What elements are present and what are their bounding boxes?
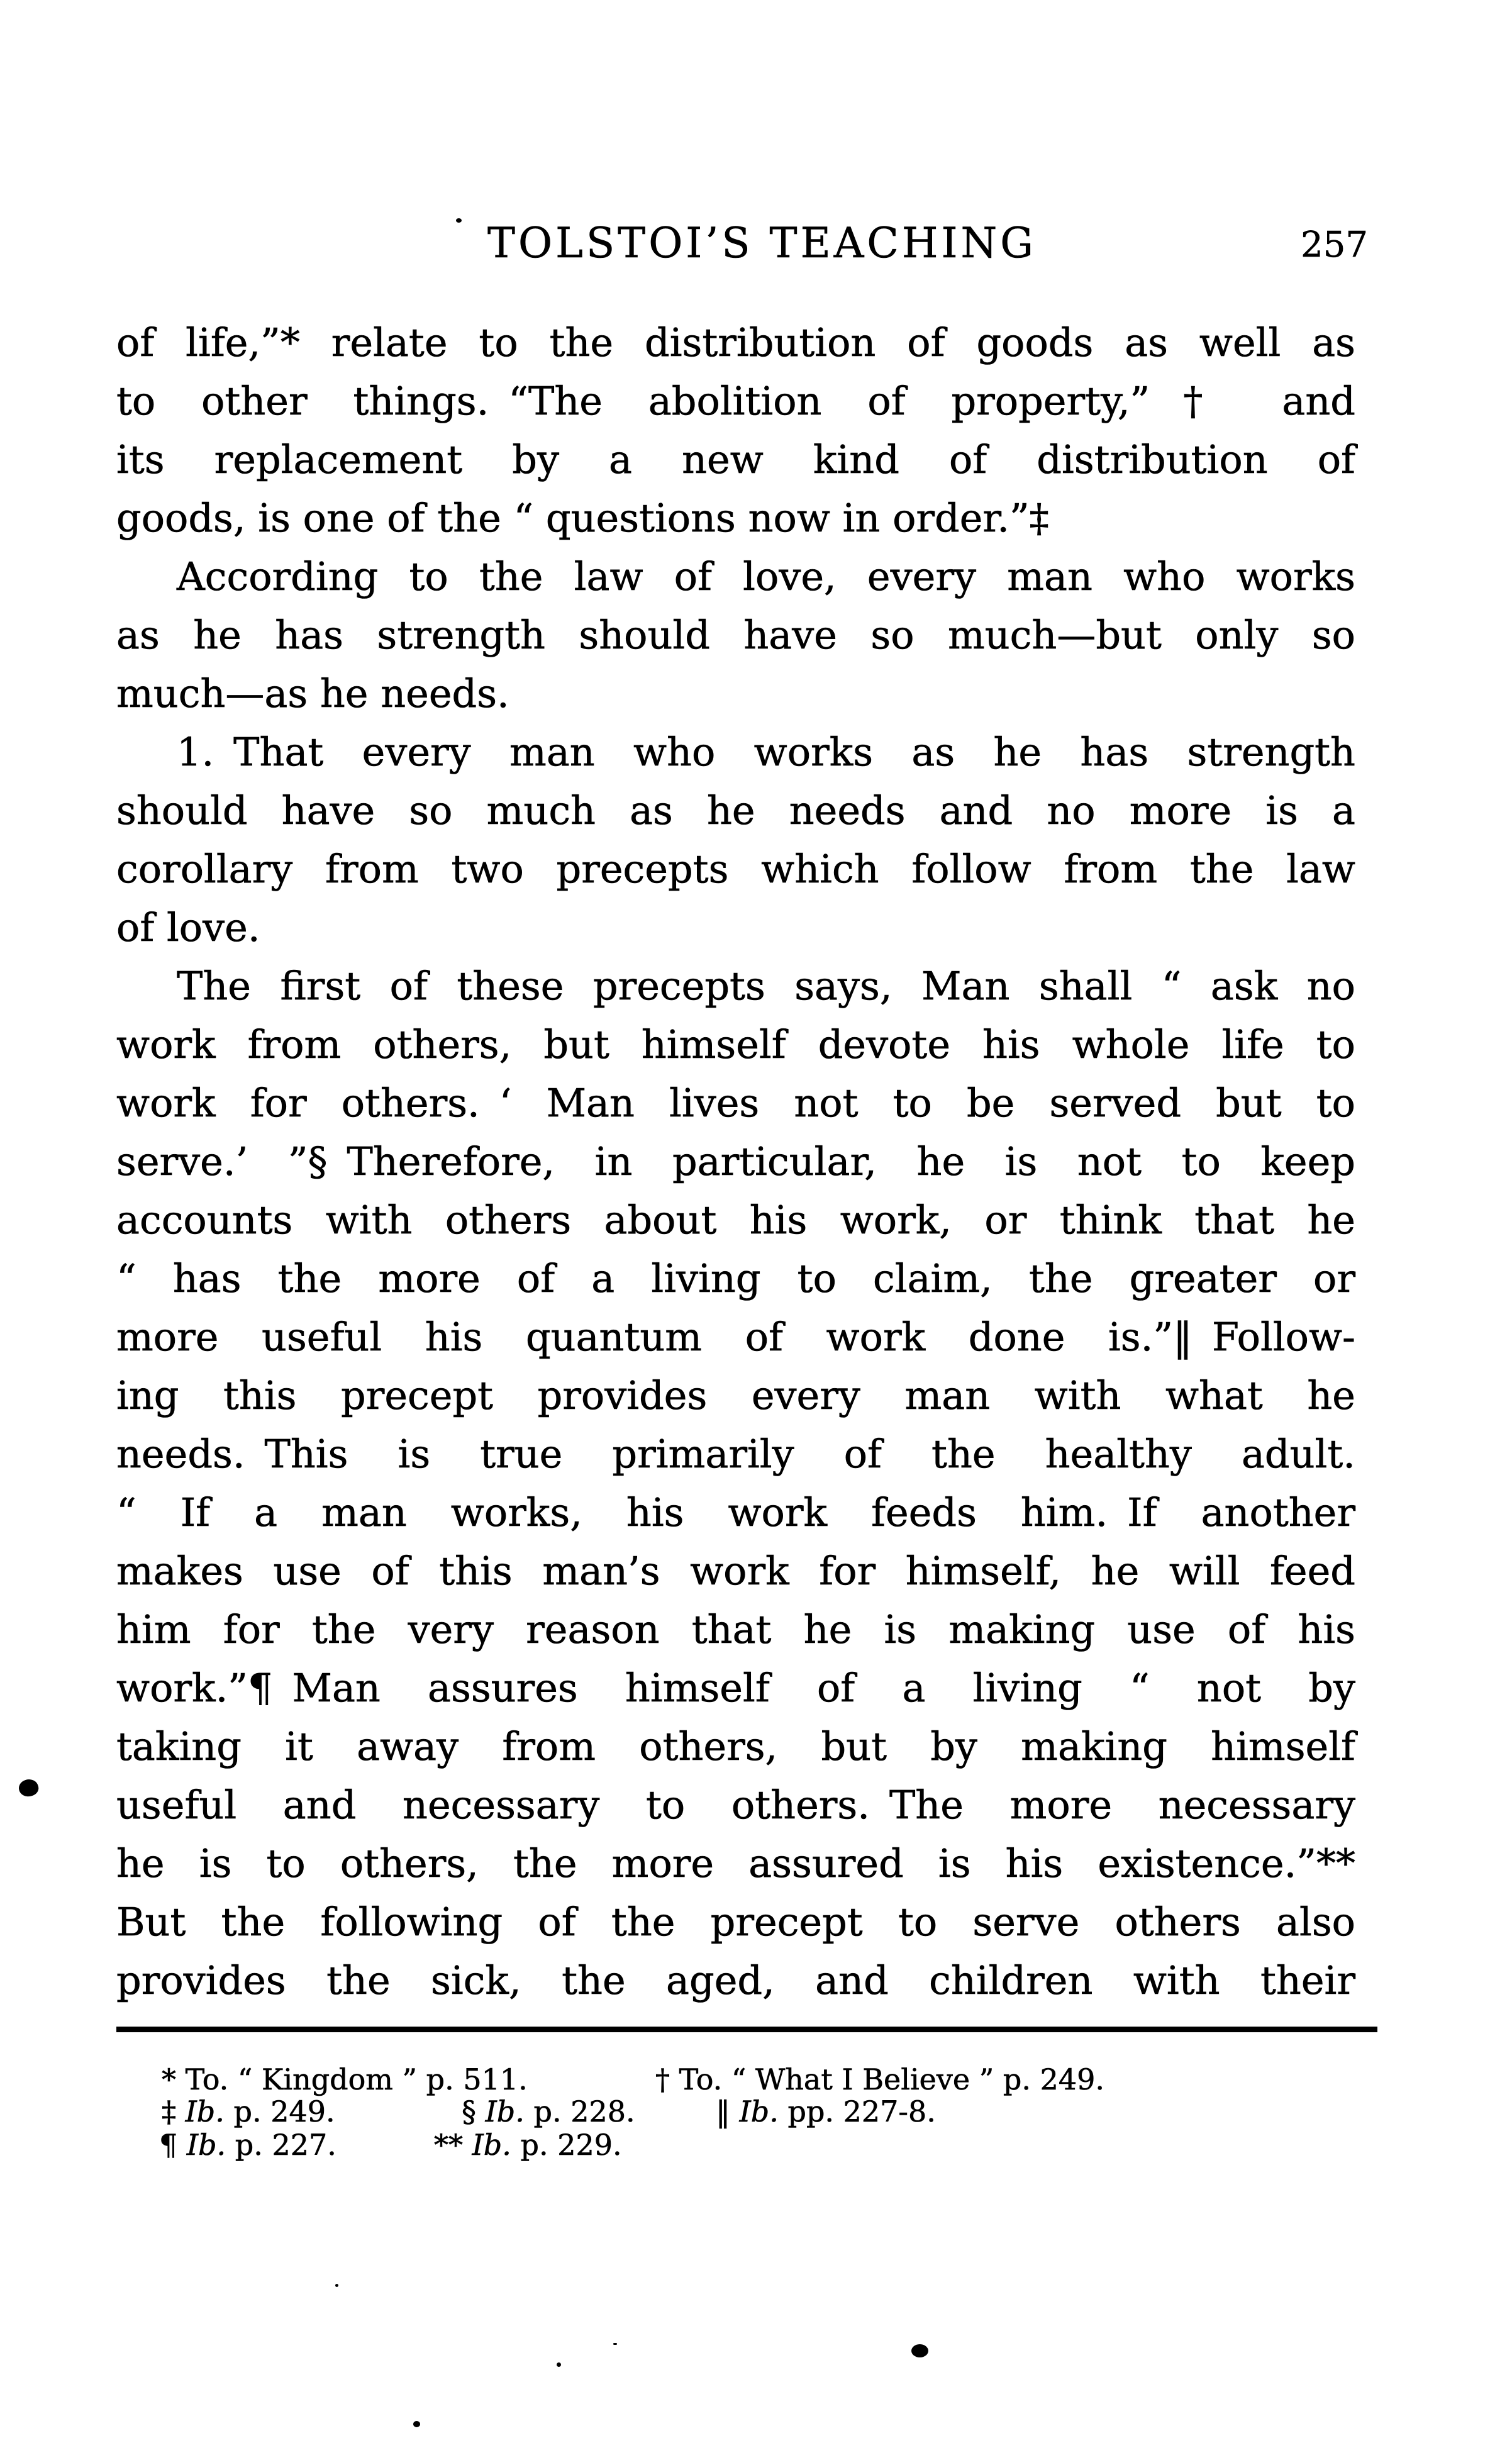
footnote <box>655 2063 1104 2096</box>
ink-speck <box>557 2362 561 2367</box>
text-line: more useful his quantum of work done is.”‖ Follow- <box>116 1314 1355 1360</box>
ink-speck <box>413 2421 420 2427</box>
text-line: of love. <box>116 904 260 950</box>
text-line: work from others, but himself devote his whole life to <box>116 1021 1355 1067</box>
footnote <box>162 2063 528 2096</box>
footnote-marker: ** <box>434 2128 463 2162</box>
text-line: accounts with others about his work, or think that he <box>116 1197 1355 1243</box>
text-line: should have so much as he needs and no more is a <box>116 787 1355 833</box>
footnote-text: p. 249. <box>224 2095 335 2128</box>
text-line: goods, is one of the “ questions now in order.”‡ <box>116 495 1049 541</box>
ink-speck <box>911 2344 928 2357</box>
footnote: ¶ Ib. p. 227. <box>159 2128 336 2162</box>
text-line: 1. That every man who works as he has strength <box>177 729 1355 775</box>
text-line: serve.’ ”§ Therefore, in particular, he is not to keep <box>116 1138 1355 1184</box>
text-line: its replacement by a new kind of distribution of <box>116 437 1355 482</box>
footnote-text: pp. 227-8. <box>778 2095 936 2128</box>
text-line: “ has the more of a living to claim, the greater or <box>116 1255 1355 1301</box>
text-line: taking it away from others, but by making himself <box>116 1723 1355 1769</box>
footnote-marker: § <box>462 2095 476 2128</box>
text-line: The first of these precepts says, Man shall “ ask no <box>177 963 1355 1009</box>
text-line: provides the sick, the aged, and children with their <box>116 1957 1355 2003</box>
footnote: ** Ib. p. 229. <box>434 2128 622 2162</box>
text-line: him for the very reason that he is making use of his <box>116 1606 1355 1652</box>
footnote-text: p. 229. <box>511 2128 622 2162</box>
ink-speck <box>335 2284 338 2287</box>
footnote-text: To. “ Kingdom ” p. 511. <box>176 2062 528 2096</box>
ink-blot <box>17 1778 40 1799</box>
text-line: ing this precept provides every man with what he <box>116 1372 1355 1418</box>
body-text <box>116 313 1355 2010</box>
footnote: ‖ Ib. pp. 227-8. <box>716 2095 936 2128</box>
footnote-marker: ‖ <box>716 2095 730 2128</box>
text-line: corollary from two precepts which follow from the law <box>116 846 1355 892</box>
footnote-text: p. 227. <box>226 2128 336 2162</box>
text-line: work.”¶ Man assures himself of a living “ not by <box>116 1665 1355 1711</box>
footnote-marker: † <box>655 2062 670 2096</box>
text-line: he is to others, the more assured is his existence.”** <box>116 1840 1355 1886</box>
text-line: But the following of the precept to serve others also <box>116 1899 1355 1945</box>
text-line: “ If a man works, his work feeds him. If another <box>116 1489 1355 1535</box>
footnote-marker: * <box>162 2062 176 2096</box>
text-line: work for others. ‘ Man lives not to be served but to <box>116 1080 1355 1126</box>
text-line: useful and necessary to others. The more necessary <box>116 1782 1355 1828</box>
text-line: needs. This is true primarily of the healthy adult. <box>116 1431 1355 1477</box>
footnote: § Ib. p. 228. <box>462 2095 635 2128</box>
ink-speck <box>456 218 462 223</box>
footnote-text: p. 228. <box>524 2095 635 2128</box>
page-title: TOLSTOI’S TEACHING <box>487 219 1037 267</box>
text-line: makes use of this man’s work for himself, he will feed <box>116 1548 1355 1594</box>
footnote-marker: ¶ <box>159 2128 178 2162</box>
text-line: as he has strength should have so much—but only so <box>116 612 1355 658</box>
text-line: According to the law of love, every man who works <box>177 554 1355 599</box>
text-line: much—as he needs. <box>116 670 509 716</box>
footnote-marker: ‡ <box>162 2095 176 2128</box>
ink-speck <box>613 2343 617 2345</box>
text-line: of life,”* relate to the distribution of goods as well as <box>116 320 1355 365</box>
page-number: 257 <box>1301 225 1368 265</box>
text-line: to other things. “The abolition of property,”† and <box>116 378 1355 424</box>
footnote-divider <box>116 2027 1377 2032</box>
footnote: ‡ Ib. p. 249. <box>162 2095 335 2128</box>
footnote-text: To. “ What I Believe ” p. 249. <box>670 2062 1104 2096</box>
